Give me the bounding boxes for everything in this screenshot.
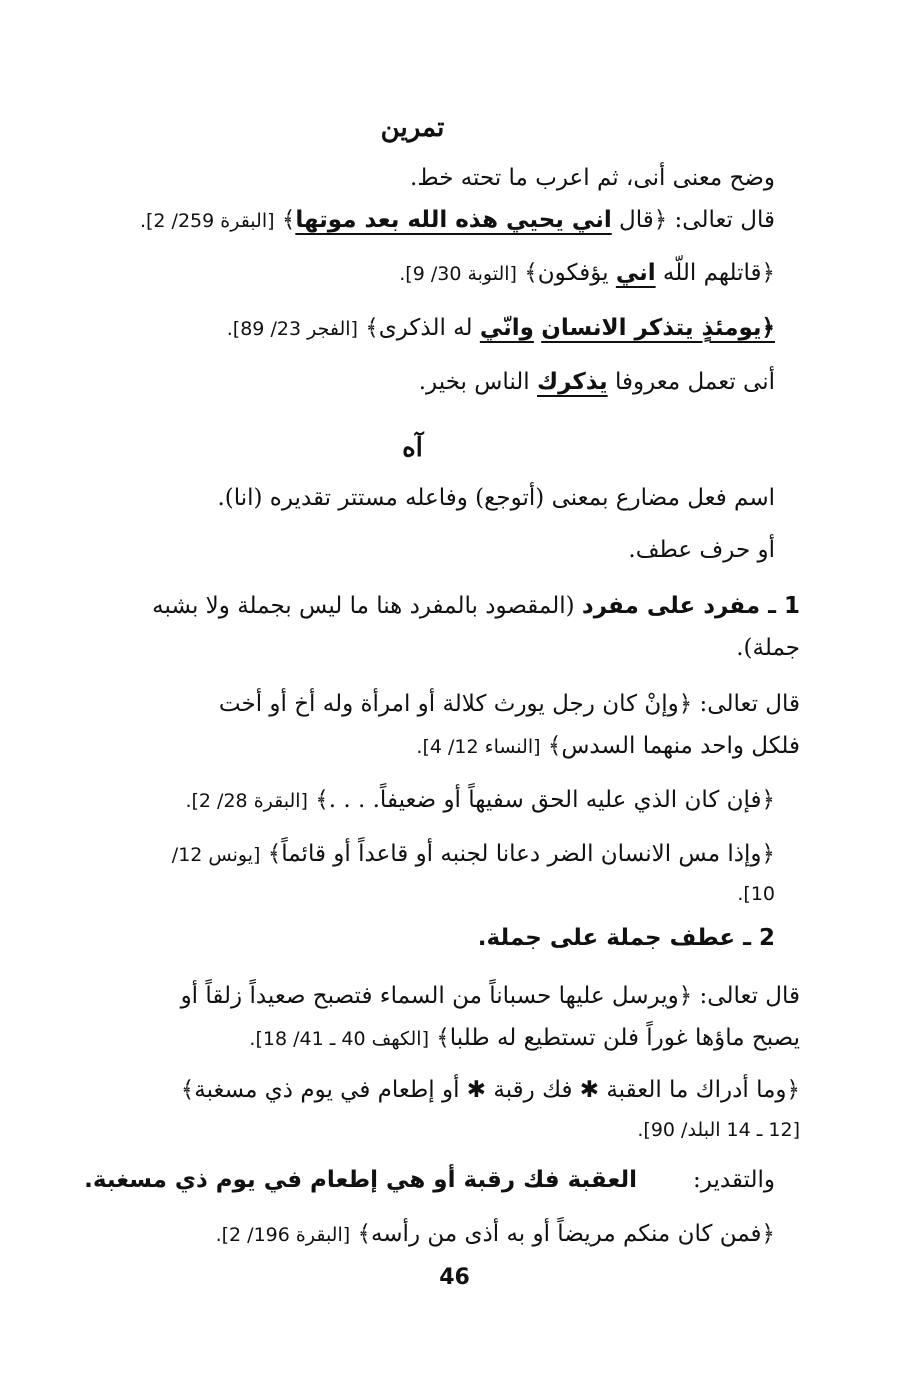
q3-line bbox=[50, 834, 775, 875]
q3-text: ﴿وإذا مس الانسان الضر دعانا لجنبه أو قاعداً أو قائماً﴾ bbox=[260, 841, 775, 867]
section-heading-aah: آه bbox=[402, 433, 423, 463]
ex2-pre: ﴿قاتلهم اللّه bbox=[655, 260, 775, 286]
exercise-line-2 bbox=[50, 253, 775, 294]
q1-line-1: قال تعالى: ﴿وإنْ كان رجل يورث كلالة أو امرأة وله أخ أو أخت bbox=[218, 691, 800, 717]
aah-line-1: اسم فعل مضارع بمعنى (أتوجع) وفاعله مستتر تقديره (انا). bbox=[217, 485, 775, 511]
exercise-line-4 bbox=[50, 362, 775, 402]
exercise-line-3 bbox=[50, 308, 775, 349]
q6-line bbox=[50, 1214, 775, 1255]
taqdir-label: والتقدير: bbox=[693, 1167, 775, 1193]
q1-line-2 bbox=[50, 726, 800, 767]
point-1-label: 1 ـ مفرد على مفرد bbox=[581, 593, 800, 619]
ex2-underlined: اني bbox=[615, 260, 656, 286]
ex4-pre: أنى تعمل معروفا bbox=[607, 369, 775, 395]
q1-ref: [النساء 12/ 4]. bbox=[416, 736, 541, 758]
q4-ref: [الكهف 40 ـ 41/ 18]. bbox=[249, 1028, 429, 1050]
exercise-line-1 bbox=[50, 200, 775, 241]
q1-text: فلكل واحد منهما السدس﴾ bbox=[540, 733, 800, 759]
ex4-post: الناس بخير. bbox=[418, 369, 537, 395]
q5-line-1: ﴿وما أدراك ما العقبة ✱ فك رقبة ✱ أو إطعام في يوم ذي مسغبة﴾ bbox=[180, 1077, 800, 1103]
taqdir-line bbox=[50, 1160, 775, 1200]
page-number: 46 bbox=[439, 1265, 470, 1290]
ex3-underlined-2: وانّي bbox=[479, 315, 534, 341]
q4-line-2 bbox=[50, 1018, 800, 1059]
q3-ref: [يونس 12/ bbox=[171, 844, 261, 866]
point-1-cont: جملة). bbox=[736, 635, 800, 661]
aah-line-2: أو حرف عطف. bbox=[628, 537, 775, 563]
q2-ref: [البقرة 28/ 2]. bbox=[185, 790, 308, 812]
exercise-instruction: وضح معنى أنى، ثم اعرب ما تحته خط. bbox=[410, 165, 775, 191]
ex1-ref: [البقرة 259/ 2]. bbox=[139, 210, 275, 232]
point-1-text: (المقصود بالمفرد هنا ما ليس بجملة ولا بشبه bbox=[152, 593, 582, 619]
q3-ref-cont: 10]. bbox=[737, 883, 775, 905]
point-1 bbox=[50, 586, 800, 626]
q5-ref: [12 ـ 14 البلد/ 90]. bbox=[637, 1119, 800, 1141]
ex4-underlined: يذكرك bbox=[536, 369, 608, 395]
taqdir-text: العقبة فك رقبة أو هي إطعام في يوم ذي مسغبة. bbox=[84, 1167, 637, 1193]
document-page bbox=[50, 100, 800, 1330]
q4-text: يصبح ماؤها غوراً فلن تستطيع له طلبا﴾ bbox=[429, 1025, 800, 1051]
q4-line-1: قال تعالى: ﴿ويرسل عليها حسباناً من السماء فتصبح صعيداً زلقاً أو bbox=[180, 983, 800, 1009]
ex2-post: يؤفكون﴾ bbox=[516, 260, 616, 286]
ex1-post: ﴾ bbox=[274, 207, 296, 233]
ex2-ref: [التوبة 30/ 9]. bbox=[399, 263, 517, 285]
q6-text: ﴿فمن كان منكم مريضاً أو به أذى من رأسه﴾ bbox=[350, 1221, 775, 1247]
ex1-underlined: اني يحيي هذه الله بعد موتها bbox=[295, 207, 612, 233]
ex1-pre: قال تعالى: ﴿قال bbox=[611, 207, 775, 233]
q6-ref: [البقرة 196/ 2]. bbox=[215, 1224, 351, 1246]
ex3-ref: [الفجر 23/ 89]. bbox=[226, 318, 358, 340]
ex3-post: له الذكرى﴾ bbox=[357, 315, 480, 341]
page-title: تمرين bbox=[380, 113, 445, 143]
q2-text: ﴿فإن كان الذي عليه الحق سفيهاً أو ضعيفاً. . . .﴾ bbox=[307, 787, 775, 813]
point-2: 2 ـ عطف جملة على جملة. bbox=[477, 925, 775, 951]
q2-line bbox=[50, 780, 775, 821]
ex3-underlined-1: ﴿يومئذٍ يتذكر الانسان bbox=[541, 315, 775, 341]
